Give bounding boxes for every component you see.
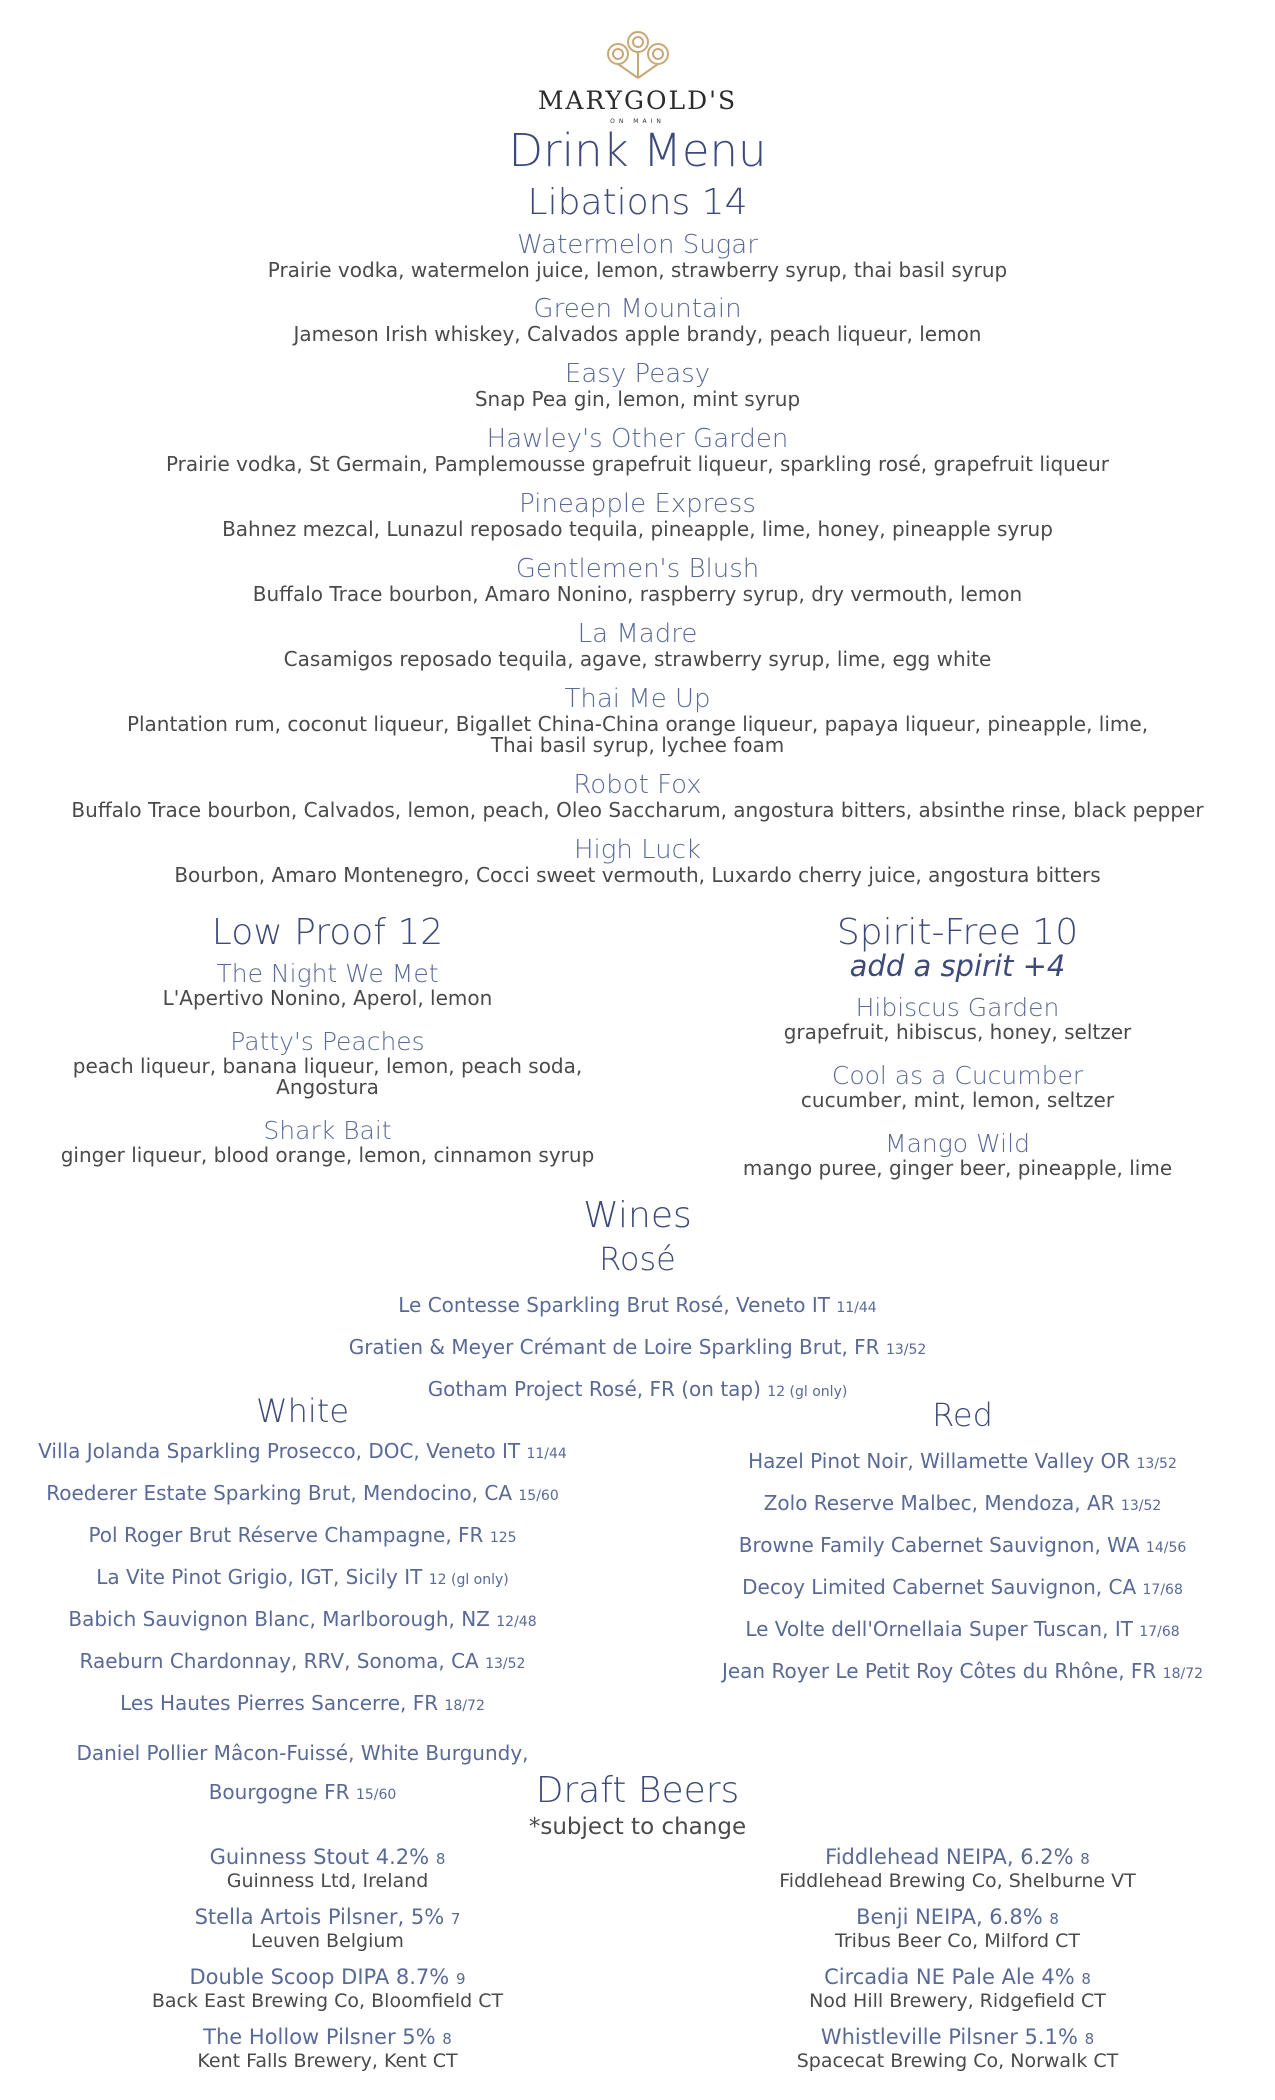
wine-name: Decoy Limited Cabernet Sauvignon, CA xyxy=(742,1575,1137,1599)
beer-name: Double Scoop DIPA 8.7% xyxy=(189,1965,450,1989)
wine-name: Roederer Estate Sparking Brut, Mendocino, CA xyxy=(46,1481,513,1505)
list-item xyxy=(30,1558,575,1600)
brewery: Spacecat Brewing Co, Norwalk CT xyxy=(796,2050,1119,2072)
list-item xyxy=(40,1906,615,1966)
beer-price: 8 xyxy=(435,1850,446,1868)
brand-name: MARYGOLD'S xyxy=(537,86,738,115)
list-item xyxy=(0,619,1275,684)
page-title: Drink Menu xyxy=(508,124,767,177)
list-item xyxy=(0,684,1275,770)
drink-name: Robot Fox xyxy=(573,770,702,800)
drink-description: mango puree, ginger beer, pineapple, lime xyxy=(742,1156,1173,1180)
wine-price: 15/60 xyxy=(518,1488,559,1504)
low-proof-section xyxy=(40,912,615,1184)
drink-description: grapefruit, hibiscus, honey, seltzer xyxy=(783,1020,1132,1044)
wine-name: La Vite Pinot Grigio, IGT, Sicily IT xyxy=(96,1565,423,1589)
list-item xyxy=(30,1642,575,1684)
list-item xyxy=(680,1846,1235,1906)
list-item xyxy=(680,1906,1235,1966)
wine-price: 18/72 xyxy=(444,1698,485,1714)
list-item xyxy=(680,993,1235,1043)
list-item xyxy=(40,1116,615,1166)
drink-description: Snap Pea gin, lemon, mint syrup xyxy=(474,387,801,411)
drink-name: Green Mountain xyxy=(533,294,742,324)
beer-price: 7 xyxy=(450,1910,461,1928)
libations-heading: Libations 14 xyxy=(527,182,748,223)
list-item xyxy=(670,1610,1255,1652)
list-item xyxy=(670,1568,1255,1610)
wine-price: 12/48 xyxy=(496,1614,537,1630)
list-item xyxy=(0,554,1275,619)
brewery: Fiddlehead Brewing Co, Shelburne VT xyxy=(779,1870,1136,1892)
list-item xyxy=(0,294,1275,359)
wine-name: Babich Sauvignon Blanc, Marlborough, NZ xyxy=(68,1607,490,1631)
wine-price: 17/68 xyxy=(1142,1582,1183,1598)
list-item xyxy=(0,230,1275,294)
drink-name: High Luck xyxy=(574,835,701,865)
drink-name: Hibiscus Garden xyxy=(855,993,1060,1022)
white-heading: White xyxy=(255,1392,350,1430)
drink-name: Hawley's Other Garden xyxy=(486,424,789,454)
list-item xyxy=(40,2026,615,2086)
list-item xyxy=(40,1846,615,1906)
beer-name: Benji NEIPA, 6.8% xyxy=(856,1905,1043,1929)
wine-price: 11/44 xyxy=(836,1300,877,1316)
wines-heading: Wines xyxy=(583,1195,692,1236)
list-item xyxy=(40,959,615,1009)
wine-name: Les Hautes Pierres Sancerre, FR xyxy=(120,1691,439,1715)
list-item xyxy=(670,1484,1255,1526)
list-item xyxy=(680,1061,1235,1111)
beer-name: Guinness Stout 4.2% xyxy=(209,1845,430,1869)
wine-price: 11/44 xyxy=(526,1446,567,1462)
wine-name: Villa Jolanda Sparkling Prosecco, DOC, Veneto IT xyxy=(38,1439,521,1463)
wine-name: Le Volte dell'Ornellaia Super Tuscan, IT xyxy=(745,1617,1133,1641)
list-item xyxy=(30,1516,575,1558)
wine-name: Zolo Reserve Malbec, Mendoza, AR xyxy=(763,1491,1115,1515)
red-heading: Red xyxy=(932,1396,993,1434)
drink-name: Easy Peasy xyxy=(564,359,711,389)
drink-description: cucumber, mint, lemon, seltzer xyxy=(800,1088,1115,1112)
wine-price: 18/72 xyxy=(1162,1666,1204,1682)
wine-price: 12 (gl only) xyxy=(767,1384,848,1400)
wine-name: Browne Family Cabernet Sauvignon, WA xyxy=(738,1533,1140,1557)
brewery: Back East Brewing Co, Bloomfield CT xyxy=(151,1990,504,2012)
brand-subtitle: ON MAIN xyxy=(610,118,665,125)
list-item xyxy=(670,1652,1255,1694)
wine-price: 13/52 xyxy=(1136,1456,1177,1472)
drink-description: Bahnez mezcal, Lunazul reposado tequila, pineapple, lime, honey, pineapple syrup xyxy=(222,517,1053,541)
drink-name: Cool as a Cucumber xyxy=(831,1061,1084,1090)
beer-price: 8 xyxy=(1049,1910,1059,1928)
wine-name: Jean Royer Le Petit Roy Côtes du Rhône, FR xyxy=(721,1659,1157,1683)
beers-right-column xyxy=(680,1846,1235,2086)
wine-price: 13/52 xyxy=(485,1656,526,1672)
brewery: Tribus Beer Co, Milford CT xyxy=(835,1930,1080,1952)
drink-description: Prairie vodka, watermelon juice, lemon, strawberry syrup, thai basil syrup xyxy=(267,258,1008,282)
drink-description: Plantation rum, coconut liqueur, Bigallet China-China orange liqueur, papaya liqueur, pineapple, lime, xyxy=(126,712,1149,736)
spirit-free-heading: Spirit-Free 10 xyxy=(836,912,1079,953)
wine-price: 13/52 xyxy=(1120,1498,1162,1514)
spirit-free-subheading: add a spirit +4 xyxy=(849,949,1066,983)
wine-price: 15/60 xyxy=(355,1787,397,1803)
list-item xyxy=(670,1526,1255,1568)
list-item xyxy=(30,1684,575,1726)
wine-name: Raeburn Chardonnay, RRV, Sonoma, CA xyxy=(79,1649,479,1673)
list-item xyxy=(0,1328,1275,1370)
low-proof-heading: Low Proof 12 xyxy=(211,912,444,953)
drink-description: Buffalo Trace bourbon, Amaro Nonino, raspberry syrup, dry vermouth, lemon xyxy=(252,582,1023,606)
red-wine-section xyxy=(670,1396,1255,1694)
drink-description: peach liqueur, banana liqueur, lemon, peach soda, xyxy=(72,1054,583,1078)
brewery: Nod Hill Brewery, Ridgefield CT xyxy=(809,1990,1106,2012)
drink-description: L'Apertivo Nonino, Aperol, lemon xyxy=(162,986,493,1010)
drink-description: ginger liqueur, blood orange, lemon, cinnamon syrup xyxy=(60,1143,595,1167)
list-item xyxy=(0,359,1275,424)
drink-description: Bourbon, Amaro Montenegro, Cocci sweet vermouth, Luxardo cherry juice, angostura bitters xyxy=(174,863,1101,887)
draft-beers-subheading: *subject to change xyxy=(528,1814,747,1840)
drink-name: La Madre xyxy=(577,619,698,649)
list-item xyxy=(40,1027,615,1098)
list-item xyxy=(680,2026,1235,2086)
list-item xyxy=(0,424,1275,489)
drink-description: Buffalo Trace bourbon, Calvados, lemon, peach, Oleo Saccharum, angostura bitters, absinthe rinse, black pepper xyxy=(71,798,1204,822)
beer-name: Fiddlehead NEIPA, 6.2% xyxy=(825,1845,1074,1869)
list-item xyxy=(40,1966,615,2026)
beer-name: Circadia NE Pale Ale 4% xyxy=(824,1965,1075,1989)
drink-description: Casamigos reposado tequila, agave, strawberry syrup, lime, egg white xyxy=(283,647,992,671)
list-item xyxy=(0,489,1275,554)
drink-name: Shark Bait xyxy=(263,1116,392,1145)
wine-price: 12 (gl only) xyxy=(428,1572,509,1588)
beer-price: 8 xyxy=(1081,1970,1091,1988)
spirit-free-section xyxy=(680,912,1235,1197)
brewery: Leuven Belgium xyxy=(251,1930,404,1952)
libations-list xyxy=(0,230,1275,900)
drink-description: Prairie vodka, St Germain, Pamplemousse grapefruit liqueur, sparkling rosé, grapefruit liqueur xyxy=(165,452,1110,476)
rose-heading: Rosé xyxy=(599,1240,676,1278)
list-item xyxy=(30,1432,575,1474)
list-item xyxy=(0,835,1275,900)
list-item xyxy=(670,1442,1255,1484)
white-wine-section xyxy=(30,1392,575,1815)
beers-left-column xyxy=(40,1846,615,2086)
drink-name: The Night We Met xyxy=(216,959,439,988)
wine-price: 14/56 xyxy=(1145,1540,1187,1556)
beer-name: Whistleville Pilsner 5.1% xyxy=(820,2025,1078,2049)
wine-price: 125 xyxy=(489,1530,517,1546)
list-item xyxy=(0,770,1275,835)
drink-name: Thai Me Up xyxy=(564,684,711,714)
beer-price: 8 xyxy=(1080,1850,1090,1868)
beer-price: 8 xyxy=(1084,2030,1095,2048)
beer-name: Stella Artois Pilsner, 5% xyxy=(194,1905,445,1929)
drink-name: Watermelon Sugar xyxy=(517,230,758,260)
drink-description-cont: Thai basil syrup, lychee foam xyxy=(490,733,785,757)
wine-name: Pol Roger Brut Réserve Champagne, FR xyxy=(88,1523,484,1547)
list-item xyxy=(30,1600,575,1642)
beer-name: The Hollow Pilsner 5% xyxy=(203,2025,436,2049)
wine-name: Daniel Pollier Mâcon-Fuissé, White Burgundy, xyxy=(76,1741,529,1765)
wine-name: Hazel Pinot Noir, Willamette Valley OR xyxy=(748,1449,1131,1473)
beer-price: 8 xyxy=(442,2030,452,2048)
wine-price: 17/68 xyxy=(1139,1624,1180,1640)
list-item xyxy=(30,1474,575,1516)
wine-name: Gotham Project Rosé, FR (on tap) xyxy=(427,1377,761,1401)
wine-name: Le Contesse Sparkling Brut Rosé, Veneto IT xyxy=(398,1293,830,1317)
drink-name: Pineapple Express xyxy=(519,489,756,519)
marygolds-logo xyxy=(600,28,676,80)
list-item xyxy=(680,1966,1235,2026)
wine-name: Gratien & Meyer Crémant de Loire Sparkling Brut, FR xyxy=(348,1335,880,1359)
drink-description: Jameson Irish whiskey, Calvados apple brandy, peach liqueur, lemon xyxy=(293,322,982,346)
brewery: Guinness Ltd, Ireland xyxy=(226,1870,429,1892)
drink-name: Gentlemen's Blush xyxy=(515,554,760,584)
brewery: Kent Falls Brewery, Kent CT xyxy=(197,2050,458,2072)
wine-price: 13/52 xyxy=(885,1342,927,1358)
draft-beers-heading: Draft Beers xyxy=(535,1770,740,1811)
beer-price: 9 xyxy=(455,1970,466,1988)
list-item xyxy=(0,1286,1275,1328)
list-item xyxy=(680,1129,1235,1179)
drink-description-cont: Angostura xyxy=(276,1075,379,1099)
drink-name: Mango Wild xyxy=(885,1129,1030,1158)
drink-name: Patty's Peaches xyxy=(230,1027,425,1056)
wine-name-cont: Bourgogne FR xyxy=(208,1780,350,1804)
